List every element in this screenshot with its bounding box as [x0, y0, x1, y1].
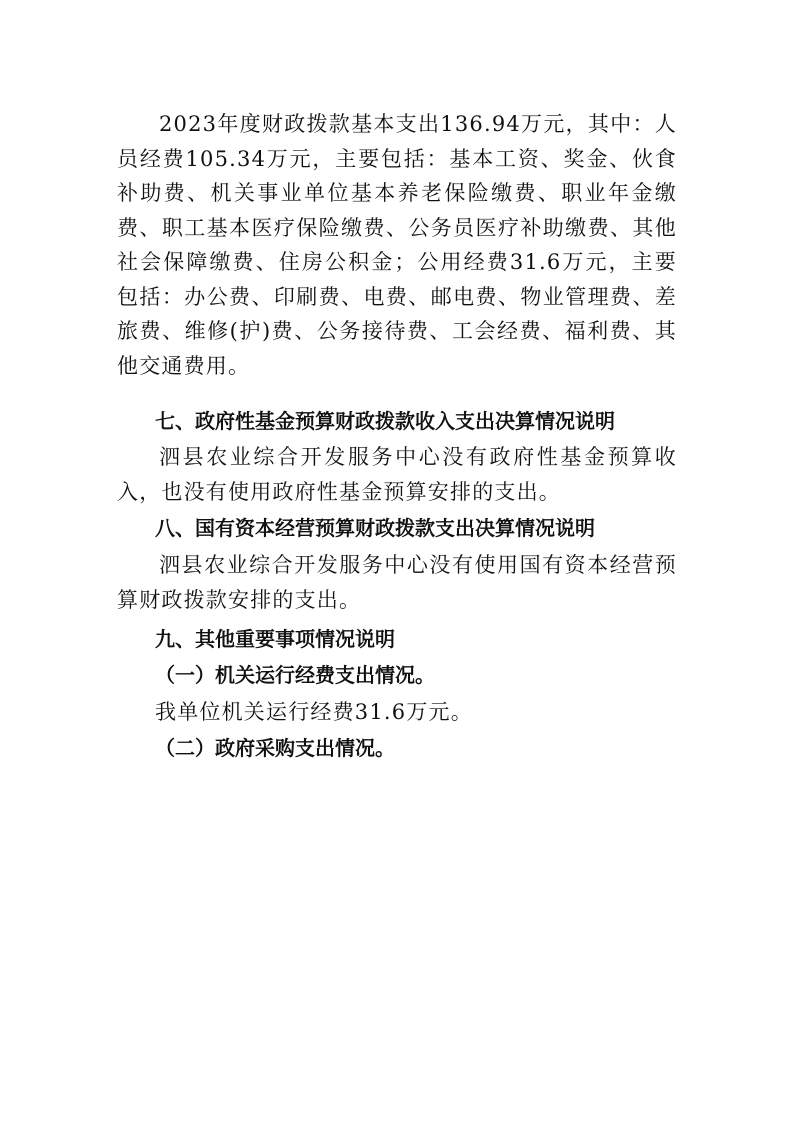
section-9-heading: 九、其他重要事项情况说明: [155, 627, 395, 651]
section-8-heading: 八、国有资本经营预算财政拨款支出决算情况说明: [155, 516, 595, 540]
operating-costs-paragraph: 我单位机关运行经费31.6万元。: [155, 700, 473, 724]
section-7-paragraph: 泗县农业综合开发服务中心没有政府性基金预算收入，也没有使用政府性基金预算安排的支出。: [117, 445, 677, 504]
basic-expenditure-paragraph: 2023年度财政拨款基本支出136.94万元，其中：人员经费105.34万元，主要包括：基本工资、奖金、伙食补助费、机关事业单位基本养老保险缴费、职业年金缴费、职工基本医疗保险缴费、公务员医疗补助缴费、其他社会保障缴费、住房公积金；公用经费31.6万元，主要包括：办公费、印刷费、电费、邮电费、物业管理费、差旅费、维修(护)费、公务接待费、工会经费、福利费、其他交通费用。: [117, 112, 677, 378]
section-7-heading: 七、政府性基金预算财政拨款收入支出决算情况说明: [155, 409, 615, 433]
subsection-operating-costs-heading: （一）机关运行经费支出情况。: [155, 663, 435, 687]
section-8-paragraph: 泗县农业综合开发服务中心没有使用国有资本经营预算财政拨款安排的支出。: [117, 553, 677, 612]
subsection-procurement-heading: （二）政府采购支出情况。: [155, 736, 395, 760]
